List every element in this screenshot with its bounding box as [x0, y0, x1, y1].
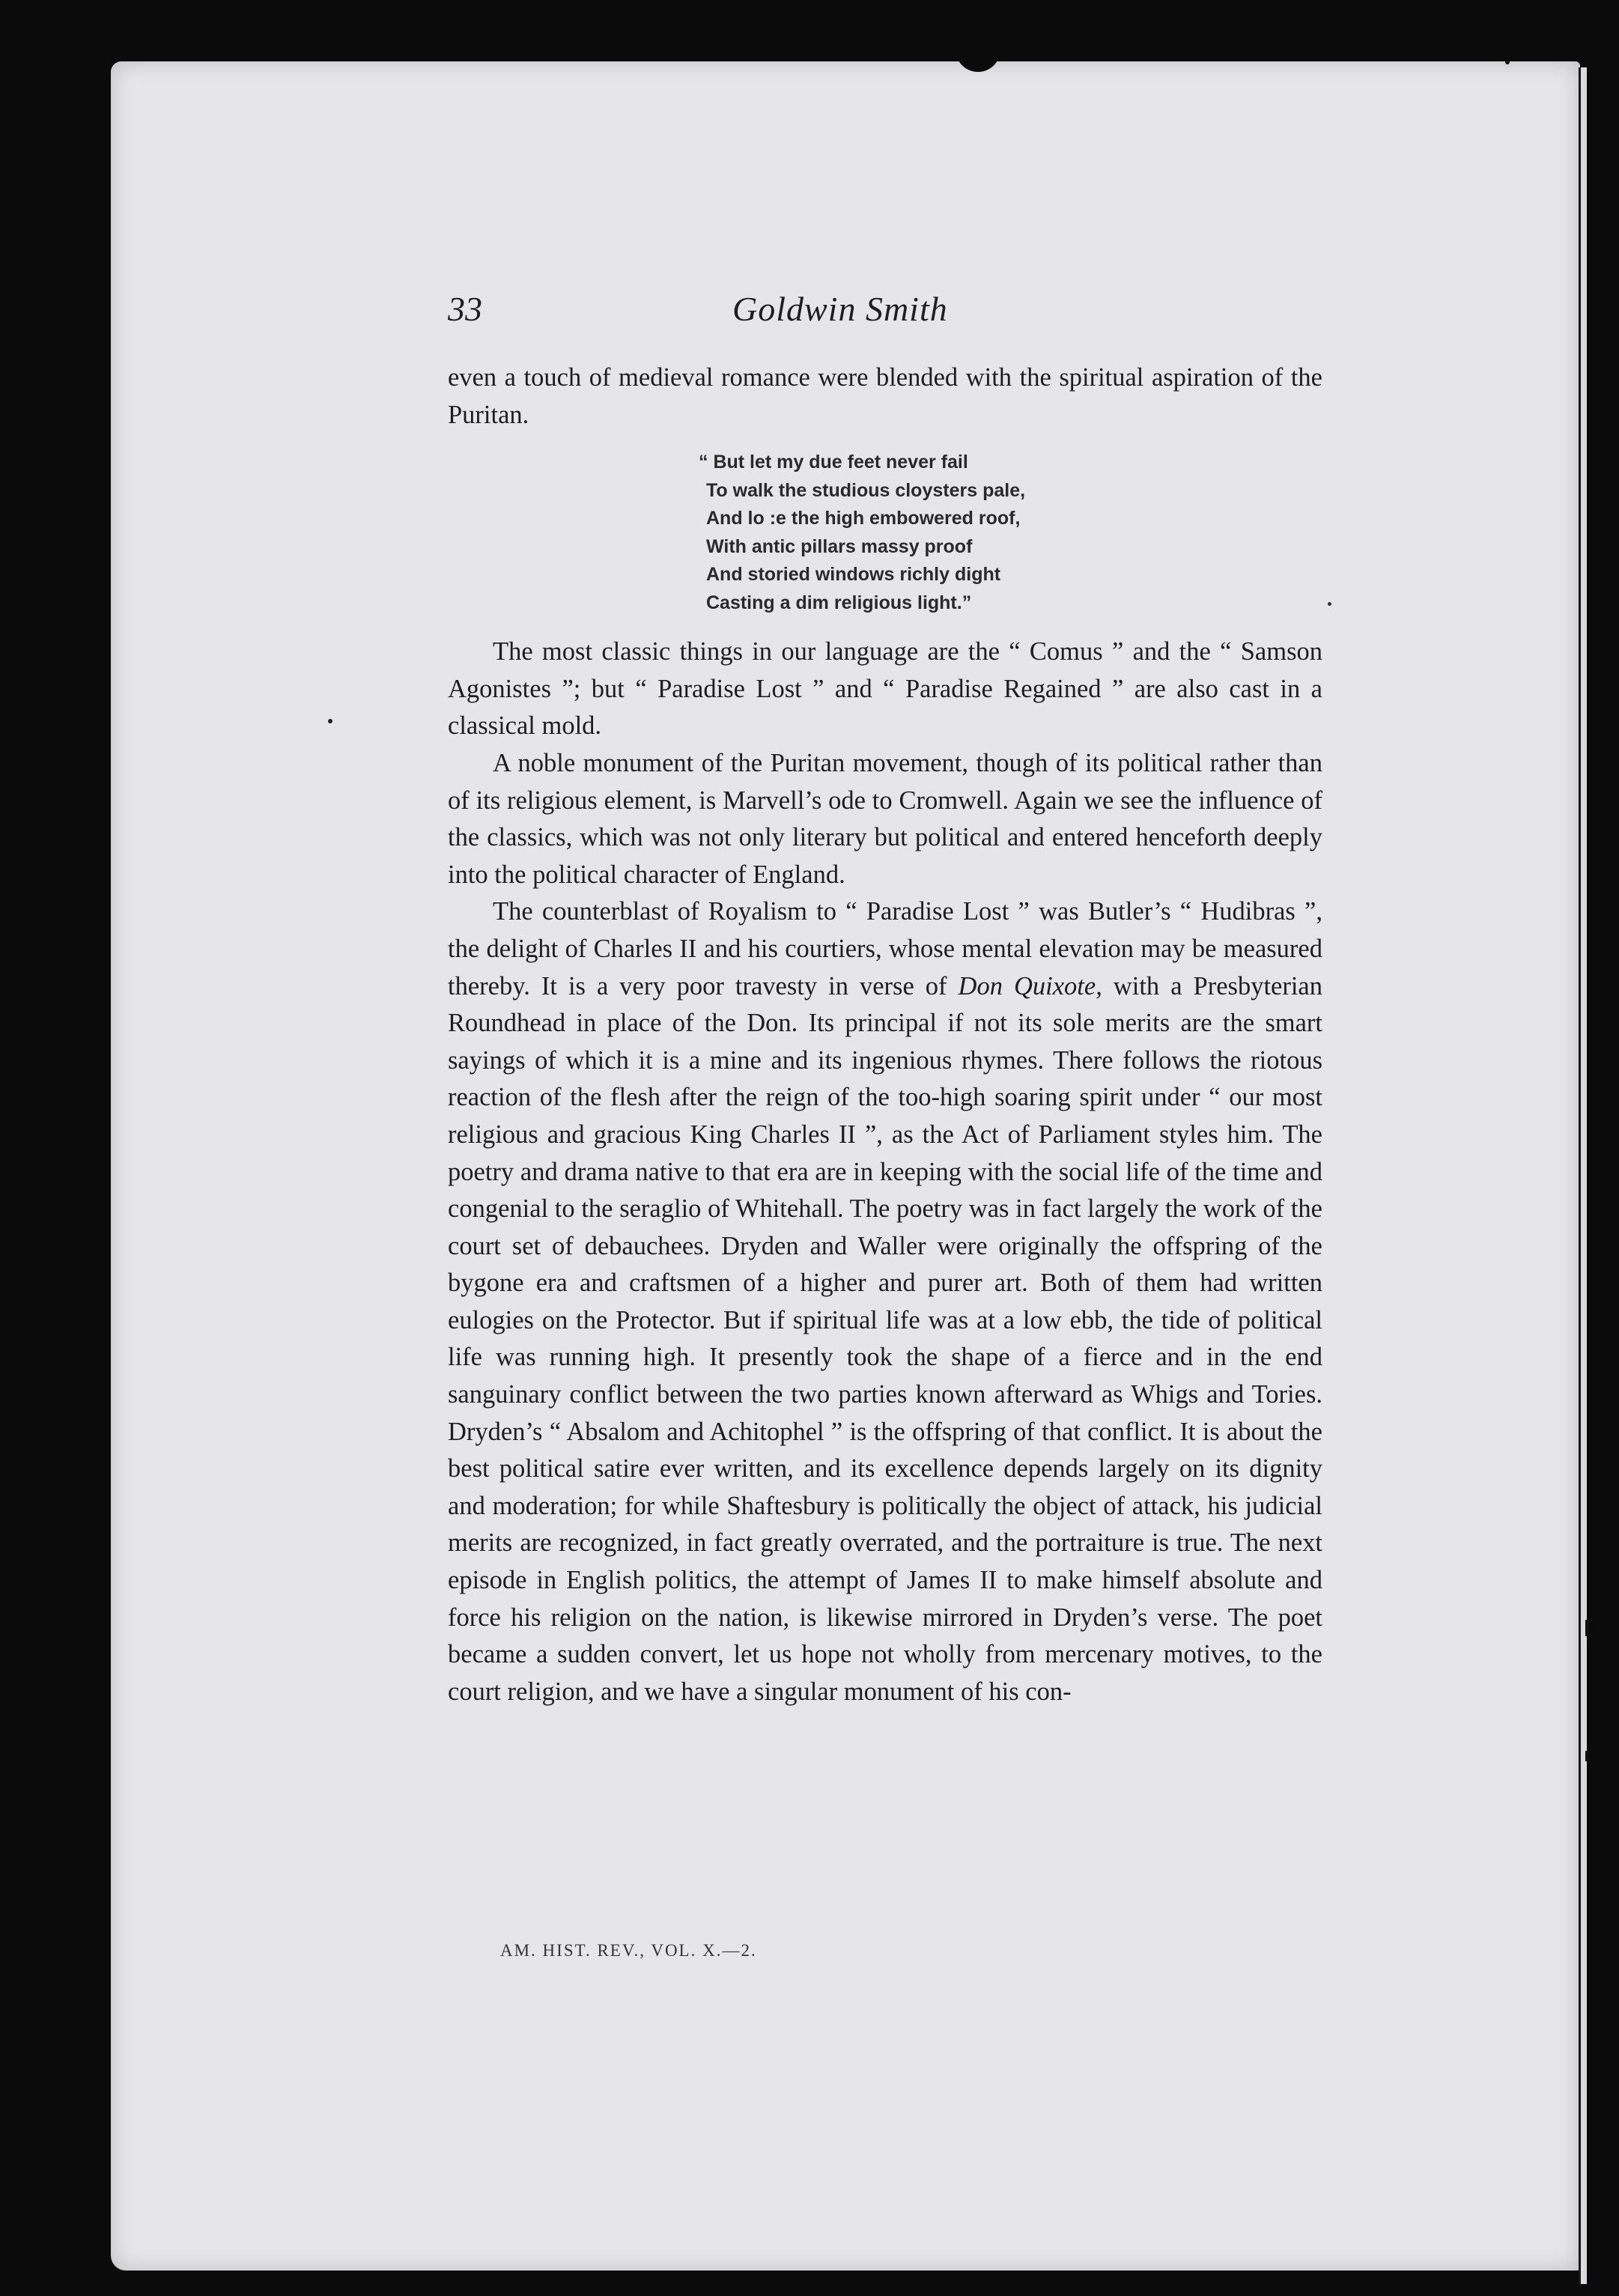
poem-line: With antic pillars massy proof	[706, 535, 973, 557]
paragraph-4-text-b: with a Presbyterian Roundhead in place of the Don. Its principal if not its sole merits are the smart sayings of which it is a mine and its ingenious rhymes. There follows the riotous reaction of the flesh after the reign of the too-high soaring spirit under “ our most religious and gracious King Charles II ”, as the Act of Parliament styles him. The poetry and drama native to that era are in keeping with the social life of the time and congenial to the seraglio of Whitehall. The poetry was in fact largely the work of the court set of debauchees. Dryden and Waller were originally the offspring of the bygone era and craftsmen of a higher and purer art. Both of them had written eulogies on the Protector. But if spiritual life was at a low ebb, the tide of political life was running high. It presently took the shape of a fierce and in the end sanguinary conflict between the two parties known afterward as Whigs and Tories. Dryden’s “ Absalom and Achitophel ” is the offspring of that conflict. It is about the best political satire ever written, and its excellence depends largely on its dignity and moderation; for while Shaftesbury is politically the object of attack, his judicial merits are recognized, in fact greatly overrated, and the portraiture is true. The next episode in English politics, the attempt of James II to make himself absolute and force his religion on the nation, is likewise mirrored in Dryden’s verse. The poet became a sudden convert, let us hope not wholly from mercenary motives, to the court religion, and we have a singular monument of his con-	[448, 971, 1322, 1706]
scan-speck	[1505, 60, 1510, 64]
book-title-italic: Don Quixote,	[958, 971, 1102, 1000]
poem-line: And lo :e the high embowered roof,	[706, 508, 1021, 529]
page-edge	[1579, 67, 1587, 2284]
scan-speck-left	[328, 719, 332, 723]
edge-mark	[1585, 1620, 1589, 1636]
running-head: Goldwin Smith	[732, 290, 948, 328]
paragraph-1: even a touch of medieval romance were blended with the spiritual aspiration of the Puritan.	[448, 363, 1322, 429]
page-number: 33	[448, 290, 482, 328]
poem-line: “ But let my due feet never fail	[699, 452, 968, 473]
paragraph-4-text-a: The counterblast of Royalism to “ Paradise Lost ” was Butler’s “ Hudibras ”, the delight of Charles II and his courtiers, whose mental elevation may be measured thereby. It is a very poor travesty in verse of	[448, 897, 1322, 1000]
poem-line: To walk the studious cloysters pale,	[706, 479, 1026, 501]
paragraph-4	[448, 893, 1322, 1710]
poem-quotation	[699, 449, 1322, 617]
scan-speck-right	[1328, 602, 1331, 606]
body-text	[448, 359, 1322, 1710]
edge-mark	[1585, 1751, 1589, 1761]
poem-line: And storied windows richly dight	[706, 564, 1001, 586]
signature-mark: AM. HIST. REV., VOL. X.—2.	[500, 1941, 757, 1960]
poem-line: Casting a dim religious light.”	[706, 592, 972, 613]
paragraph-2: The most classic things in our language are the “ Comus ” and the “ Samson Agonistes ”; but “ Paradise Lost ” and “ Paradise Regained ” are also cast in a classical mold.	[448, 637, 1322, 741]
page-header	[448, 289, 1331, 334]
paragraph-3: A noble monument of the Puritan movement, though of its political rather than of its religious element, is Marvell’s ode to Cromwell. Again we see the influence of the classics, which was not only literary but political and entered henceforth deeply into the political character of England.	[448, 748, 1322, 889]
